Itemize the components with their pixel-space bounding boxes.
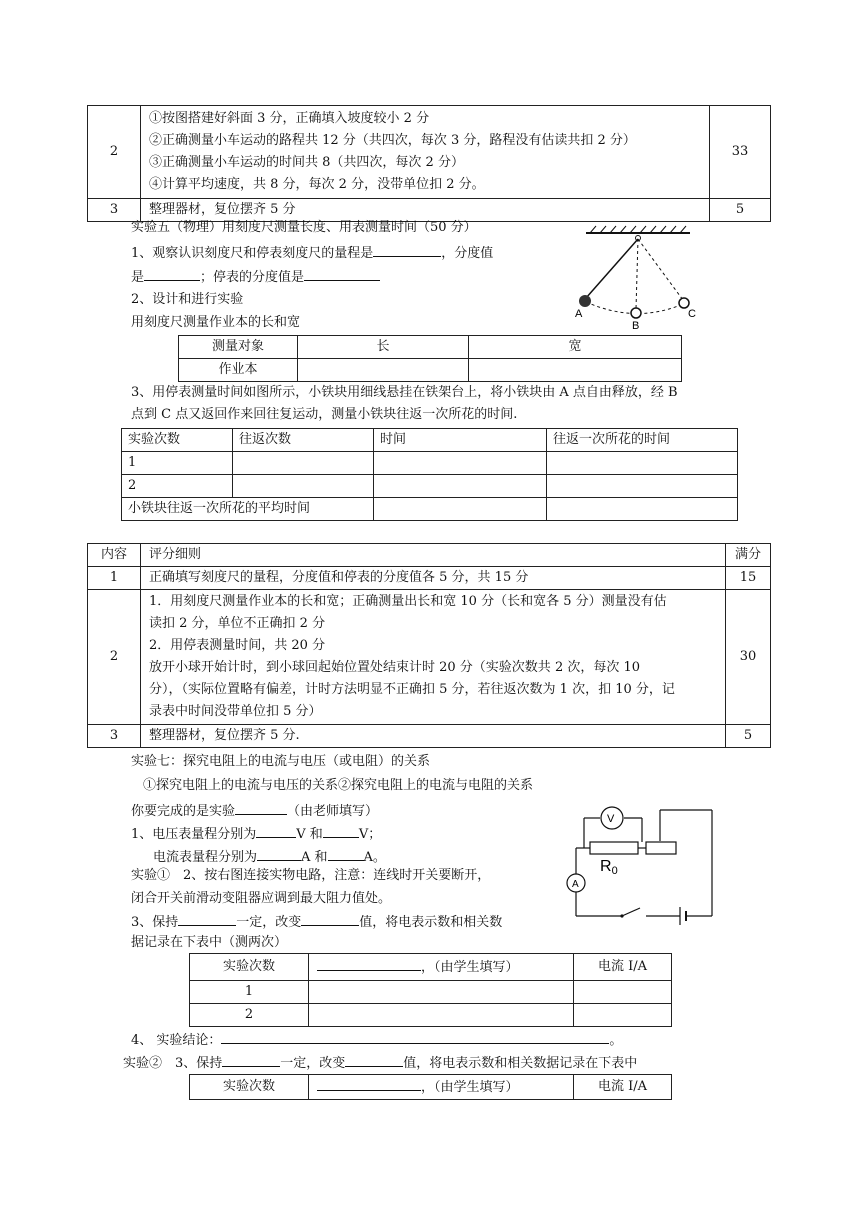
row-number: 1 (88, 567, 141, 590)
data-table-b (189, 1074, 672, 1100)
timing-table (121, 428, 738, 521)
detail-line: 读扣 2 分，单位不正确扣 2 分 (149, 616, 326, 631)
header-cell: 电流 I/A (574, 954, 672, 981)
ball-C (679, 298, 689, 308)
table-row (179, 359, 682, 382)
input-cell[interactable] (547, 498, 738, 521)
resistor-r0 (590, 842, 638, 854)
header-cell: 往返次数 (233, 429, 374, 452)
blank-quantity2[interactable] (317, 1076, 421, 1091)
header-cell: 宽 (469, 336, 682, 359)
detail-line: 放开小球开始计时，到小球回起始位置处结束计时 20 分（实验次数共 2 次，每次 10 (149, 660, 641, 675)
q4-text: 4、 实验结论： (131, 1033, 222, 1048)
width-input-cell[interactable] (469, 359, 682, 382)
row-number: 2 (88, 106, 141, 199)
q1-text2: V 和 (296, 827, 323, 842)
blank-quantity[interactable] (317, 956, 421, 971)
blank-amp1[interactable] (257, 846, 301, 861)
row-score: 30 (726, 590, 771, 725)
input-cell[interactable] (547, 475, 738, 498)
pendulum-figure (566, 224, 702, 332)
rheostat (646, 842, 676, 854)
table-row (88, 567, 771, 590)
header-cell: 实验次数 (190, 954, 309, 981)
q1-text5: A 和 (301, 850, 328, 865)
q1-text4: ；停表的分度值是 (200, 270, 305, 285)
table-row (190, 1075, 672, 1100)
row-label: 1 (122, 452, 233, 475)
detail-line: ①按图搭建好斜面 3 分，正确填入坡度较小 2 分 (149, 111, 430, 126)
exp7-exp2 (123, 1052, 637, 1074)
label-B: B (632, 320, 640, 332)
header-cell: 满分 (726, 544, 771, 567)
row-details (141, 106, 710, 199)
row-number: 3 (88, 199, 141, 222)
table-row (122, 475, 738, 498)
string-C (638, 239, 683, 300)
exp7-q2-line2: 闭合开关前滑动变阻器应调到最大阻力值处。 (131, 891, 392, 906)
exp2-text: 实验② 3、保持 (123, 1056, 223, 1071)
switch-pivot (620, 914, 623, 917)
blank-experiment[interactable] (235, 800, 287, 815)
ball-B (631, 308, 641, 318)
input-cell[interactable] (374, 475, 547, 498)
row-number: 2 (88, 590, 141, 725)
detail-line: ③正确测量小车运动的时间共 8（共四次，每次 2 分） (149, 155, 464, 170)
q1-text3: V； (358, 827, 382, 842)
blank-change2[interactable] (345, 1052, 403, 1067)
exp7-q3-line1 (131, 911, 502, 933)
blank-volt1[interactable] (256, 823, 296, 838)
input-cell[interactable] (309, 1004, 574, 1027)
table-row (88, 590, 771, 725)
choose-text: 你要完成的是实验 (131, 804, 236, 819)
blank-keep2[interactable] (222, 1052, 280, 1067)
q1-text4: 电流表量程分别为 (153, 850, 258, 865)
input-cell[interactable] (574, 1004, 672, 1027)
measure-table (178, 335, 682, 382)
table-row (190, 954, 672, 981)
string-B (636, 239, 638, 309)
input-cell[interactable] (374, 498, 547, 521)
exp7-q4 (131, 1029, 622, 1051)
exp7-choose (131, 800, 378, 822)
row-label: 1 (190, 981, 309, 1004)
header-cell: 长 (298, 336, 469, 359)
header-cell (309, 954, 574, 981)
detail-line: ④计算平均速度，共 8 分，每次 2 分，没带单位扣 2 分。 (149, 177, 485, 192)
input-cell[interactable] (574, 981, 672, 1004)
q3-text3: 值，将电表示数和相关数 (359, 915, 503, 930)
circuit-diagram (562, 804, 716, 926)
table-row (179, 336, 682, 359)
switch (622, 908, 640, 916)
avg-label: 小铁块往返一次所花的平均时间 (122, 498, 374, 521)
input-cell[interactable] (309, 981, 574, 1004)
input-cell[interactable] (374, 452, 547, 475)
exp2-text3: 值，将电表示数和相关数据记录在下表中 (403, 1056, 638, 1071)
detail-line: 录表中时间没带单位扣 5 分） (149, 704, 322, 719)
q1-text6: A。 (363, 850, 386, 865)
row-number: 3 (88, 725, 141, 748)
blank-volt2[interactable] (323, 823, 359, 838)
row-label: 作业本 (179, 359, 298, 382)
header-cell: 实验次数 (190, 1075, 309, 1100)
input-cell[interactable] (547, 452, 738, 475)
header-cell: 评分细则 (141, 544, 726, 567)
table-row (88, 544, 771, 567)
header-cell: 电流 I/A (574, 1075, 672, 1100)
input-cell[interactable] (233, 452, 374, 475)
blank-change[interactable] (301, 911, 359, 926)
row-details (141, 590, 726, 725)
header-cell: 测量对象 (179, 336, 298, 359)
q3-text: 3、保持 (131, 915, 179, 930)
header-cell (309, 1075, 574, 1100)
exp5-q2: 2、设计和进行实验 (131, 292, 244, 307)
blank-range[interactable] (373, 242, 441, 257)
blank-keep[interactable] (178, 911, 236, 926)
exp5-title: 实验五（物理）用刻度尺测量长度、用表测量时间（50 分） (131, 220, 477, 235)
q1-text: 1、电压表量程分别为 (131, 827, 257, 842)
header-cell: 往返一次所花的时间 (547, 429, 738, 452)
scoring-table-top (87, 105, 771, 222)
header-cell: 实验次数 (122, 429, 233, 452)
header-cell: 内容 (88, 544, 141, 567)
exp7-q1-line1 (131, 823, 381, 845)
detail-line: ②正确测量小车运动的路程共 12 分（共四次，每次 3 分，路程没有估读共扣 2 分） (149, 133, 636, 148)
table-row (190, 1004, 672, 1027)
choose-text2: （由老师填写） (287, 804, 379, 819)
input-cell[interactable] (233, 475, 374, 498)
exp5-q3-line2: 点到 C 点又返回作来回往复运动，测量小铁块往返一次所花的时间. (131, 407, 518, 422)
grading-table (87, 543, 771, 748)
row-label: 2 (122, 475, 233, 498)
row-details: 整理器材，复位摆齐 5 分. (141, 725, 726, 748)
blank-division[interactable] (144, 266, 200, 281)
q4-text2: 。 (609, 1033, 623, 1048)
header-cell: 时间 (374, 429, 547, 452)
header-text: ，（由学生填写） (421, 1079, 519, 1095)
row-score: 33 (710, 106, 771, 199)
table-row (122, 452, 738, 475)
length-input-cell[interactable] (298, 359, 469, 382)
row-score: 15 (726, 567, 771, 590)
table-row (88, 106, 771, 199)
row-label: 2 (190, 1004, 309, 1027)
q1-text2: ，分度值 (441, 246, 494, 261)
label-C: C (688, 308, 696, 320)
detail-line: 2．用停表测量时间，共 20 分 (149, 638, 326, 653)
table-row (122, 429, 738, 452)
q3-text2: 一定，改变 (236, 915, 302, 930)
header-text: ，（由学生填写） (421, 959, 519, 975)
row-details: 整理器材，复位摆齐 5 分 (141, 199, 710, 222)
resistor-label: R0 (600, 858, 618, 877)
detail-line: 1．用刻度尺测量作业本的长和宽；正确测量出长和宽 10 分（长和宽各 5 分）测量没有估 (149, 594, 667, 609)
voltmeter-label: V (607, 813, 615, 825)
exp5-q2-sub: 用刻度尺测量作业本的长和宽 (131, 315, 301, 330)
row-score: 5 (710, 199, 771, 222)
row-details: 正确填写刻度尺的量程，分度值和停表的分度值各 5 分，共 15 分 (141, 567, 726, 590)
table-row (88, 725, 771, 748)
detail-line: 分），（实际位置略有偏差，计时方法明显不正确扣 5 分，若往返次数为 1 次，扣 10 分，记 (149, 682, 675, 697)
exp7-options: ①探究电阻上的电流与电压的关系②探究电阻上的电流与电阻的关系 (143, 778, 534, 793)
exp2-text2: 一定，改变 (280, 1056, 346, 1071)
data-table-a (189, 953, 672, 1027)
exp5-q1-line2 (131, 266, 380, 288)
exp7-q1-line2 (153, 846, 386, 868)
ammeter-label: A (572, 879, 579, 890)
label-A: A (575, 308, 583, 320)
q1-text: 1、观察认识刻度尺和停表刻度尺的量程是 (131, 246, 374, 261)
blank-conclusion[interactable] (221, 1029, 609, 1044)
exp7-q2-line1: 实验① 2、按右图连接实物电路，注意：连线时开关要断开， (131, 868, 491, 883)
ball-A (579, 295, 591, 307)
table-row (122, 498, 738, 521)
blank-stopwatch-division[interactable] (304, 266, 380, 281)
support-hatch (590, 226, 686, 233)
string-A (586, 239, 638, 298)
blank-amp2[interactable] (328, 846, 364, 861)
exp5-q1-line1 (131, 242, 493, 264)
exp7-q3-line2: 据记录在下表中（测两次） (131, 935, 288, 950)
exp7-title: 实验七：探究电阻上的电流与电压（或电阻）的关系 (131, 754, 431, 769)
row-score: 5 (726, 725, 771, 748)
table-row (190, 981, 672, 1004)
q1-text3: 是 (131, 270, 145, 285)
exp5-q3-line1: 3、用停表测量时间如图所示，小铁块用细线悬挂在铁架台上，将小铁块由 A 点自由释放，经 B (131, 385, 678, 400)
